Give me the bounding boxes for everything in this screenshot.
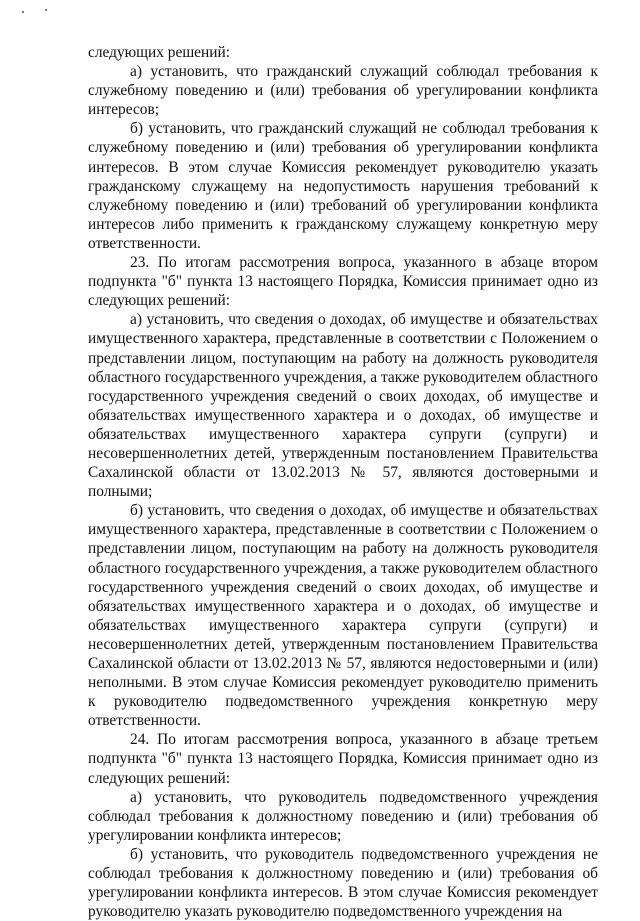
scan-artifact [45,9,47,11]
scan-artifact [22,11,24,13]
paragraph-24a: а) установить, что руководитель подведомственного учреждения соблюдал требования к должностному поведению и (или) требования об урегулировании конфликта интересов; [88,788,598,844]
paragraph-24: 24. По итогам рассмотрения вопроса, указанного в абзаце третьем подпункта "б" пункта 13 настоящего Порядка, Комиссия принимает одно из следующих решений: [88,731,598,787]
paragraph-23b: б) установить, что сведения о доходах, об имуществе и обязательствах имущественного характера, представленные в соответствии с Положением о представлении лицом, поступающим на работу на должность руководителя областного государственного учреждения, а также руководителем областного государственного учреждения сведений о своих доходах, об имуществе и обязательствах имущественного характера и о доходах, об имуществе и обязательствах имущественного характера супруги (супруги) и несовершеннолетних детей, утвержденным постановлением Правительства Сахалинской области от 13.02.2013 № 57, являются недостоверными и (или) неполными. В этом случае Комиссия рекомендует руководителю применить к руководителю подведомственного учреждения конкретную меру ответственности. [88,502,598,730]
document-body [88,43,598,921]
paragraph-22a: а) установить, что гражданский служащий соблюдал требования к служебному поведению и (или) требования об урегулировании конфликта интересов; [88,63,598,119]
paragraph-continuation: следующих решений: [88,44,230,61]
paragraph-23a: а) установить, что сведения о доходах, об имуществе и обязательствах имущественного характера, представленные в соответствии с Положением о представлении лицом, поступающим на работу на должность руководителя областного государственного учреждения, а также руководителем областного государственного учреждения сведений о своих доходах, об имуществе и обязательствах имущественного характера и о доходах, об имуществе и обязательствах имущественного характера супруги (супруги) и несовершеннолетних детей, утвержденным постановлением Правительства Сахалинской области от 13.02.2013 № 57, являются достоверными и полными; [88,311,598,501]
paragraph-23: 23. По итогам рассмотрения вопроса, указанного в абзаце втором подпункта "б" пункта 13 настоящего Порядка, Комиссия принимает одно из следующих решений: [88,254,598,310]
paragraph-22b: б) установить, что гражданский служащий не соблюдал требования к служебному поведению и (или) требования об урегулировании конфликта интересов. В этом случае Комиссия рекомендует руководителю указать гражданскому служащему на недопустимость нарушения требований к служебному поведению и (или) требований об урегулировании конфликта интересов либо применить к гражданскому служащему конкретную меру ответственности. [88,120,598,252]
paragraph-24b: б) установить, что руководитель подведомственного учреждения не соблюдал требования к должностному поведению и (или) требования об урегулировании конфликта интересов. В этом случае Комиссия рекомендует руководителю указать руководителю подведомственного учреждения на [88,845,598,921]
